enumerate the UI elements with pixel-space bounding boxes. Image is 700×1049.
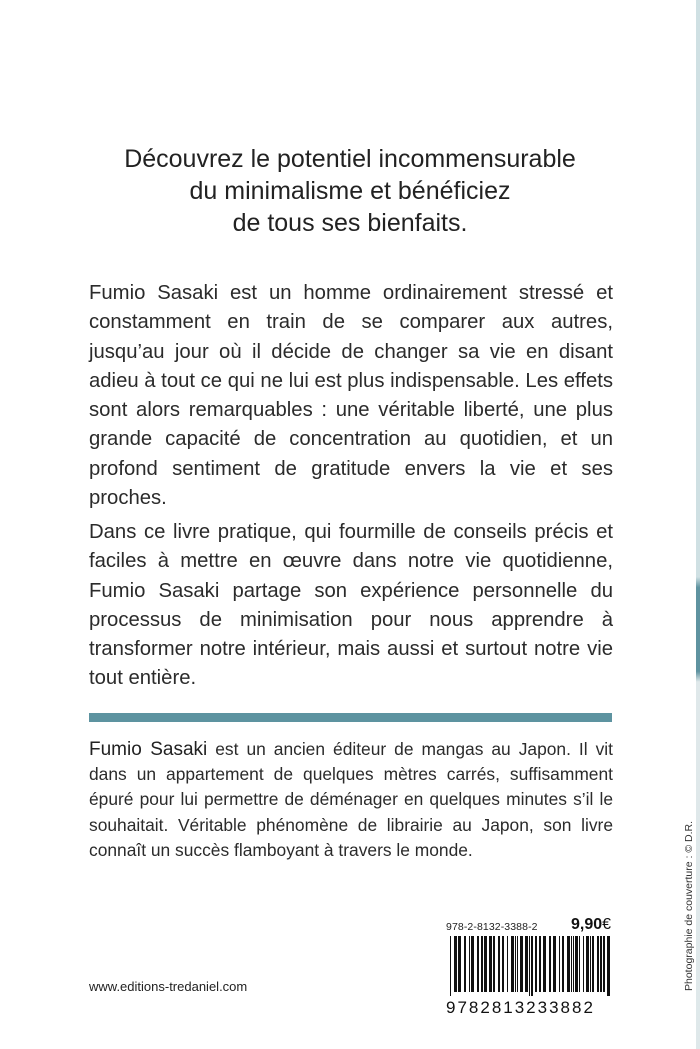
barcode-bar — [517, 936, 518, 992]
barcode-bar — [489, 936, 492, 992]
barcode-bar — [559, 936, 560, 992]
headline-line-3: de tous ses bienfaits. — [232, 209, 468, 237]
barcode-bar — [586, 936, 589, 992]
barcode-digits: 9782813233882 — [446, 998, 595, 1017]
barcode — [446, 936, 616, 996]
barcode-bar — [507, 936, 508, 992]
barcode-bar — [553, 936, 556, 992]
barcode-bar — [583, 936, 584, 992]
publisher-website[interactable]: www.editions-tredaniel.com — [89, 979, 248, 994]
cover-edge-strip — [696, 0, 700, 1049]
isbn: 978-2-8132-3388-2 — [446, 921, 538, 933]
barcode-bar — [607, 936, 610, 996]
photo-credit: Photographie de couverture : © D.R. — [683, 821, 695, 991]
barcode-bar — [464, 936, 466, 992]
barcode-bar — [535, 936, 537, 992]
barcode-bar — [573, 936, 574, 992]
headline — [90, 143, 610, 239]
barcode-bar — [454, 936, 457, 992]
barcode-bar — [450, 936, 451, 996]
barcode-bar — [471, 936, 474, 992]
price-currency: € — [602, 916, 612, 933]
price — [571, 916, 611, 934]
barcode-bar — [592, 936, 594, 992]
barcode-bar — [511, 936, 514, 992]
barcode-bar — [549, 936, 551, 992]
barcode-bar — [469, 936, 470, 992]
barcode-bar — [498, 936, 500, 992]
author-bio — [89, 737, 613, 863]
barcode-bar — [458, 936, 461, 992]
author-name: Fumio Sasaki — [89, 739, 208, 760]
barcode-bar — [562, 936, 564, 992]
barcode-bar — [515, 936, 516, 992]
barcode-bar — [525, 936, 528, 992]
barcode-bar — [529, 936, 530, 996]
barcode-bar — [502, 936, 504, 992]
barcode-bar — [579, 936, 580, 992]
barcode-bar — [567, 936, 570, 992]
barcode-bar — [484, 936, 487, 992]
summary-paragraph-2: Dans ce livre pratique, qui fourmille de conseils précis et faciles à mettre en œuvre dans notre vie quotidienne, Fumio Sasaki partage son expérience personnelle du processus de minimisation pour nous apprendre à transformer notre intérieur, mais aussi et surtout notre vie tout entière. — [89, 521, 613, 690]
headline-line-1: Découvrez le potentiel incommensurable — [124, 145, 576, 173]
barcode-bar — [571, 936, 572, 992]
barcode-bar — [539, 936, 541, 992]
author-bio-text: est un ancien éditeur de mangas au Japon. Il vit dans un appartement de quelques mètres carrés, suffisamment épuré pour lui permettre de déménager en quelques minutes s’il le souhaitait. Véritable phénomène de librairie au Japon, son livre connaît un succès flamboyant à travers le monde. — [89, 739, 613, 860]
barcode-bar — [481, 936, 483, 992]
barcode-bar — [531, 936, 533, 996]
barcode-bar — [590, 936, 591, 992]
barcode-bar — [597, 936, 599, 992]
summary-paragraph-1: Fumio Sasaki est un homme ordinairement stressé et constamment en train de se comparer aux autres, jusqu’au jour où il décide de changer sa vie en disant adieu à tout ce qui ne lui est plus indispensable. Les effets sont alors remarquables : une véritable liberté, une plus grande capacité de concentration au quotidien, et un profond sentiment de gratitude envers la vie et ses proches. — [89, 282, 613, 510]
barcode-bar — [520, 936, 523, 992]
barcode-bar — [477, 936, 479, 992]
barcode-bar — [543, 936, 546, 992]
price-amount: 9,90 — [571, 916, 603, 933]
barcode-bar — [493, 936, 495, 992]
barcode-bar — [600, 936, 602, 992]
accent-divider — [89, 713, 612, 722]
barcode-bar — [575, 936, 578, 992]
headline-line-2: du minimalisme et bénéficiez — [189, 177, 511, 205]
barcode-bar — [603, 936, 605, 992]
